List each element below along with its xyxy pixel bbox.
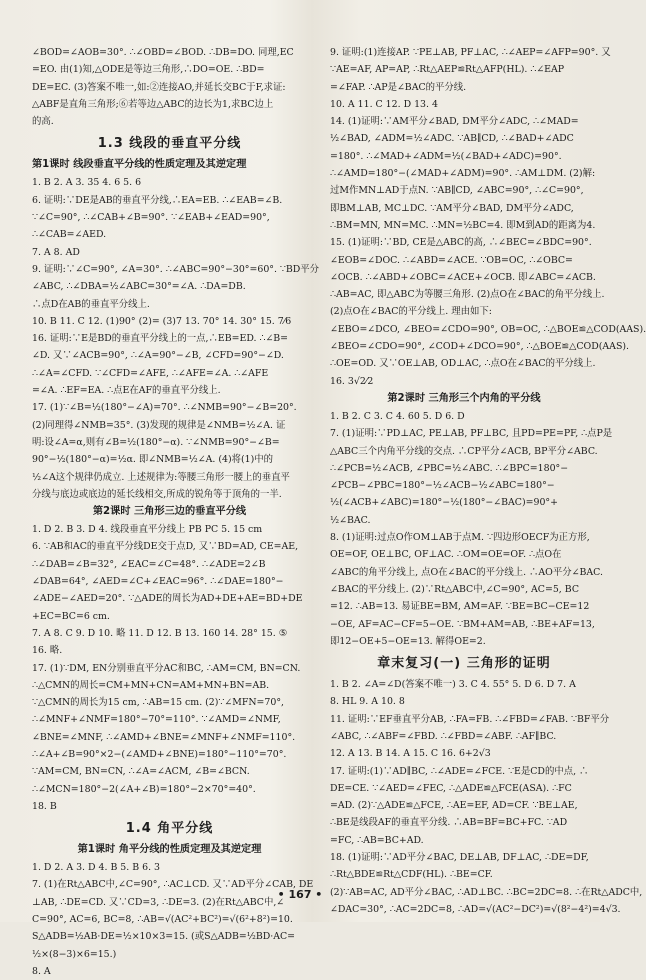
answer-line: ∴OE=OD. 又∵OE⊥AB, OD⊥AC, ∴点O在∠BAC的平分线上. — [330, 358, 596, 370]
answer-line: ∴∠A+∠B=90°×2−(∠AMD+∠BNE)=180°−110°=70°. — [32, 748, 287, 760]
answer-line: 9. 证明:(1)连接AP. ∵PE⊥AB, PF⊥AC, ∴∠AEP=∠AFP=90°. 又 — [330, 47, 611, 58]
answer-line: △ABC三个内角平分线的交点. ∴CP平分∠ACB, BP平分∠ABC. — [330, 445, 598, 457]
answer-line: ∠DAC=30°, ∴AC=2DC=8, ∴AD=√(AC²−DC²)=√(8²−4²)=4√3. — [330, 903, 621, 915]
section-title: 章末复习(一) 三角形的证明 — [377, 656, 551, 672]
answer-line: ∵AM=CM, BN=CN, ∴∠A=∠ACM, ∠B=∠BCN. — [32, 766, 250, 778]
answer-line: =FC, ∴AB=BC+AD. — [330, 834, 424, 846]
page-number: • 167 • — [277, 888, 323, 901]
answer-line: ∠DAB=64°, ∠AED=∠C+∠EAC=96°. ∴∠DAE=180°− — [32, 576, 284, 588]
answer-line: ∵△CMN的周长为15 cm, ∴AB=15 cm. (2)∵∠MFN=70°, — [32, 697, 285, 709]
answer-line: 18. (1)证明:∵AD平分∠BAC, DE⊥AB, DF⊥AC, ∴DE=DF, — [330, 852, 589, 864]
answer-line: 即12−OE+5−OE=13. 解得OE=2. — [330, 635, 486, 647]
answer-line: ∴Rt△BDE≌Rt△CDF(HL). ∴BE=CF. — [330, 869, 493, 881]
answer-line: ∴BE是线段AF的垂直平分线. ∴AB=BF=BC+FC. ∵AD — [330, 817, 568, 829]
answer-line: ∴点D在AB的垂直平分线上. — [32, 298, 150, 310]
answer-line: ∠EBO=∠DCO, ∠BEO=∠CDO=90°, OB=OC, ∴△BOE≌△COD(AAS). — [330, 323, 646, 335]
answer-line: =AD. (2)∵△ADE≌△FCE, ∴AE=EF, AD=CF. ∵BE⊥AE, — [330, 800, 578, 812]
answer-line: ½(∠ACB+∠ABC)=180°−½(180°−∠BAC)=90°+ — [330, 497, 558, 509]
answer-line: DE=CE. ∵∠AED=∠FEC, ∴△ADE≌△FCE(ASA). ∴FC — [330, 782, 572, 794]
answer-line: (2)∵AB=AC, AD平分∠BAC, ∴AD⊥BC. ∴BC=2DC=8. ∴在Rt△ADC中, — [330, 886, 643, 898]
answer-line: =180°. ∴∠MAD+∠ADM=½(∠BAD+∠ADC)=90°. — [330, 150, 562, 162]
answer-line: 12. A 13. B 14. A 15. C 16. 6+2√3 — [330, 748, 491, 760]
answer-line: 15. (1)证明:∵BD, CE是△ABC的高, ∴∠BEC=∠BDC=90°. — [330, 237, 592, 249]
answer-line: (2)同理得∠NMB=35°. (3)发现的规律是∠NMB=½∠A. 证 — [32, 419, 286, 431]
answer-line: ∠BNE=∠MNF, ∴∠AMD+∠BNE=∠MNF+∠NMF=110°. — [32, 731, 296, 743]
answer-line: ∴∠PCB=½∠ACB, ∠PBC=½∠ABC. ∴∠BPC=180°− — [330, 462, 569, 474]
answer-line: 即BM⊥AB, MC⊥DC. ∵AM平分∠BAD, DM平分∠ADC, — [330, 202, 574, 214]
lesson-title: 第2课时 三角形三边的垂直平分线 — [92, 506, 247, 518]
answer-line: 16. 略. — [32, 645, 63, 657]
answer-line: ∠ABC, ∴∠DBA=½∠ABC=30°=∠A. ∴DA=DB. — [32, 281, 246, 293]
lesson-title: 第2课时 三角形三个内角的平分线 — [387, 392, 541, 404]
answer-line: 17. (1)∵DM, EN分别垂直平分AC和BC, ∴AM=CM, BN=CN. — [32, 662, 301, 674]
answer-line: ∠D. 又∵∠ACB=90°, ∴∠A=90°−∠B, ∠CFD=90°−∠D. — [32, 350, 284, 362]
answer-line: ∠PCB−∠PBC=180°−½∠ACB−½∠ABC=180°− — [330, 480, 555, 492]
answer-line: (2)点O在∠BAC的平分线上. 理由如下: — [330, 306, 492, 318]
lesson-title: 第1课时 角平分线的性质定理及其逆定理 — [77, 844, 262, 856]
answer-line: △ABF是直角三角形;⑥若等边△ABC的边长为1,求BC边上 — [32, 98, 274, 110]
answer-line: C=90°, AC=6, BC=8, ∴AB=√(AC²+BC²)=√(6²+8²)=10. — [32, 914, 293, 926]
right-column — [330, 44, 646, 918]
lesson-title: 第1课时 线段垂直平分线的性质定理及其逆定理 — [32, 159, 247, 171]
answer-line: ∴BM=MN, MN=MC. ∴MN=½BC=4. 即M到AD的距离为4. — [330, 219, 596, 231]
answer-line: 16. 3√2⁄2 — [330, 375, 374, 387]
answer-line: ½∠BAD, ∠ADM=½∠ADC. ∵AB∥CD, ∴∠BAD+∠ADC — [330, 133, 574, 145]
answer-line: 14. (1)证明:∵AM平分∠BAD, DM平分∠ADC, ∴∠MAD= — [330, 116, 579, 128]
answer-line: 17. 证明:(1)∵AD∥BC, ∴∠ADE=∠FCE. ∵E是CD的中点, ∴ — [330, 765, 589, 777]
answer-line: ∴AB=AC, 即△ABC为等腰三角形. (2)点O在∠BAC的角平分线上. — [330, 289, 605, 301]
answer-line: ∠BAC的平分线上. (2)∵Rt△ABC中,∠C=90°, AC=5, BC — [330, 583, 579, 595]
answer-line: 分线与底边或底边的延长线相交,所成的锐角等于顶角的一半. — [32, 488, 282, 500]
answer-line: =12. ∴AB=13. 易证BE=BM, AM=AF. ∵BE=BC−CE=12 — [330, 601, 590, 613]
answer-line: 1. B 2. A 3. 35 4. 6 5. 6 — [32, 177, 142, 189]
answer-line: −OE, AF=AC−CF=5−OE. ∵BM+AM=AB, ∴BE+AF=13, — [330, 618, 595, 630]
section-title: 1.4 角平分线 — [125, 821, 214, 837]
answer-line: =∠FAP. ∴AP是∠BAC的平分线. — [330, 81, 467, 93]
answer-line: ∴∠MCN=180°−2(∠A+∠B)=180°−2×70°=40°. — [32, 783, 256, 795]
answer-line: =∠A. ∴EF=EA. ∴点E在AF的垂直平分线上. — [32, 385, 221, 397]
answer-line: 明:设∠A=α,则有∠B=½(180°−α). ∵∠NMB=90°−∠B= — [32, 436, 280, 448]
answer-line: OE=OF, OE⊥BC, OF⊥AC. ∴OM=OE=OF. ∴点O在 — [330, 549, 562, 561]
answer-line: ∴∠CAB=∠AED. — [32, 229, 107, 241]
answer-line: DE=EC. (3)答案不唯一,如:②连接AO,并延长交BC于F,求证: — [32, 81, 286, 93]
answer-line: +EC=BC=6 cm. — [32, 610, 110, 622]
answer-line: ½∠BAC. — [330, 514, 371, 526]
answer-line: 7. (1)证明:∵PD⊥AC, PE⊥AB, PF⊥BC, 且PD=PE=PF, ∴点P是 — [330, 428, 613, 440]
answer-line: ∠OCB. ∴∠ABD+∠OBC=∠ACE+∠OCB. 即∠ABC=∠ACB. — [330, 271, 596, 283]
answer-line: ∴∠MNF+∠NMF=180°−70°=110°. ∵∠AMD=∠NMF, — [32, 714, 281, 726]
answer-line: ∠ABC的角平分线上, 点O在∠BAC的平分线上. ∴AO平分∠BAC. — [330, 566, 603, 578]
answer-line: 10. A 11. C 12. D 13. 4 — [330, 98, 438, 110]
answer-line: 6. ∵AB和AC的垂直平分线DE交于点D, 又∵BD=AD, CE=AE, — [32, 541, 299, 553]
answer-line: 8. HL 9. A 10. 8 — [330, 696, 405, 708]
left-column — [32, 44, 320, 980]
answer-line: ∴∠A=∠CFD. ∵∠CFD=∠AFE, ∴∠AFE=∠A. ∴∠AFE — [32, 367, 269, 379]
answer-line: 1. B 2. C 3. C 4. 60 5. D 6. D — [330, 410, 465, 422]
answer-line: 7. (1)在Rt△ABC中,∠C=90°, ∴AC⊥CD. 又∵AD平分∠CAB, DE — [32, 879, 314, 891]
answer-line: 18. B — [32, 800, 57, 812]
answer-line: ⊥AB, ∴DE=CD. 又∵CD=3, ∴DE=3. (2)在Rt△ABC中,∠ — [32, 896, 285, 908]
answer-line: 的高. — [32, 116, 54, 128]
answer-line: 1. D 2. B 3. D 4. 线段垂直平分线上 PB PC 5. 15 cm — [32, 524, 263, 536]
answer-line: 1. B 2. ∠A=∠D(答案不唯一) 3. C 4. 55° 5. D 6. D 7. A — [330, 679, 576, 691]
answer-line: ∴△CMN的周长=CM+MN+CN=AM+MN+BN=AB. — [32, 679, 270, 691]
answer-line: ½∠A这个规律仍成立. 上述规律为:等腰三角形一腰上的垂直平 — [32, 471, 290, 483]
answer-line: 1. D 2. A 3. D 4. B 5. B 6. 3 — [32, 862, 160, 874]
answer-line: ∵∠C=90°, ∴∠CAB+∠B=90°. ∵∠EAB+∠EAD=90°, — [32, 212, 270, 224]
answer-line: 8. (1)证明:过点O作OM⊥AB于点M. ∵四边形OECF为正方形, — [330, 532, 590, 544]
answer-line: 7. A 8. AD — [32, 246, 80, 258]
answer-line: =EO. 由(1)知,△ODE是等边三角形,∴DO=OE. ∴BD= — [32, 64, 265, 76]
answer-line: 过M作MN⊥AD于点N. ∵AB∥CD, ∠ABC=90°, ∴∠C=90°, — [330, 185, 584, 197]
answer-line: 11. 证明:∵EF垂直平分AB, ∴FA=FB. ∴∠FBD=∠FAB. ∵BF平分 — [330, 713, 610, 725]
answer-line: 17. (1)∵∠B=½(180°−∠A)=70°. ∴∠NMB=90°−∠B=20°. — [32, 402, 297, 414]
answer-line: 6. 证明:∵DE是AB的垂直平分线,∴EA=EB. ∴∠EAB=∠B. — [32, 194, 283, 206]
answer-line: ∴∠AMD=180°−(∠MAD+∠ADM)=90°. ∴AM⊥DM. (2)解: — [330, 168, 596, 180]
answer-line: ∠ABC, ∴∠ABF=∠FBD. ∴∠FBD=∠ABF. ∴AF∥BC. — [330, 730, 557, 742]
answer-line: 8. A — [32, 965, 51, 977]
answer-line: ∴∠DAB=∠B=32°, ∠EAC=∠C=48°. ∴∠ADE=2∠B — [32, 558, 266, 570]
answer-line: ∠ADE−∠AED=20°. ∵△ADE的周长为AD+DE+AE=BD+DE — [32, 593, 303, 605]
answer-line: ∵AE=AF, AP=AP, ∴Rt△AEP≌Rt△AFP(HL). ∴∠EAP — [330, 64, 565, 76]
answer-line: 10. B 11. C 12. (1)90° (2)= (3)7 13. 70° 14. 30° 15. 7⁄6 — [32, 315, 292, 327]
section-title: 1.3 线段的垂直平分线 — [97, 136, 242, 152]
answer-line: ∠BOD=∠AOB=30°. ∴∠OBD=∠BOD. ∴DB=DO. 同理,EC — [32, 47, 294, 58]
answer-line: S△ADB=½AB·DE=½×10×3=15. (或S△ADB=½BD·AC= — [32, 931, 296, 943]
answer-line: 16. 证明:∵E是BD的垂直平分线上的一点,∴EB=ED. ∴∠B= — [32, 333, 289, 345]
answer-line: ∠BEO=∠CDO=90°, ∠COD+∠DCO=90°, ∴△BOE≌△COD(AAS). — [330, 341, 630, 353]
answer-line: 90°−½(180°−α)=½α. 即∠NMB=½∠A. (4)将(1)中的 — [32, 454, 274, 466]
answer-line: ½×(8−3)×6=15.) — [32, 948, 117, 960]
answer-line: 7. A 8. C 9. D 10. 略 11. D 12. B 13. 160 14. 28° 15. ⑤ — [32, 627, 288, 639]
answer-line: ∠EOB=∠DOC. ∴∠ABD=∠ACE. ∵OB=OC, ∴∠OBC= — [330, 254, 573, 266]
answer-line: 9. 证明:∵∠C=90°, ∠A=30°. ∴∠ABC=90°−30°=60°. ∵BD平分 — [32, 263, 320, 275]
